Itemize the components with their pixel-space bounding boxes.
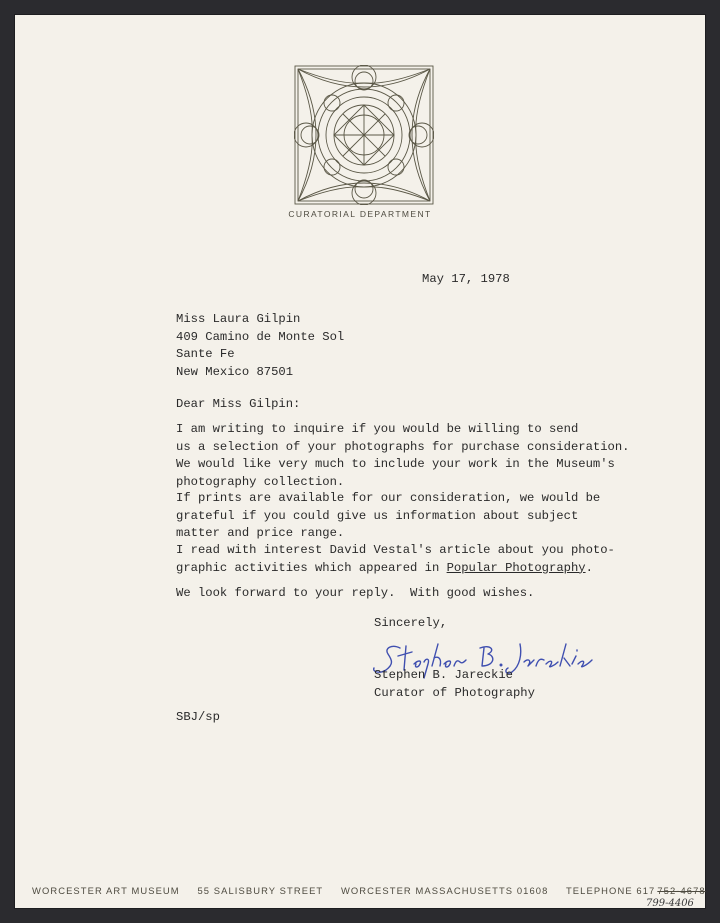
body-paragraph-2: If prints are available for our consideration, we would be grateful if you could give us information about subject matter and price range.	[176, 491, 601, 540]
footer-city: WORCESTER MASSACHUSETTS 01608	[340, 885, 549, 896]
department-heading: CURATORIAL DEPARTMENT	[288, 209, 432, 219]
letter-date: May 17, 1978	[422, 272, 510, 286]
recipient-address	[176, 311, 344, 381]
signer-title: Curator of Photography	[374, 685, 535, 700]
letterhead-footer	[32, 885, 706, 896]
handwritten-phone-number: 799-4406	[646, 898, 694, 909]
recipient-line: New Mexico 87501	[176, 364, 294, 379]
telephone-struck-number: 752-4678	[657, 885, 706, 896]
salutation: Dear Miss Gilpin:	[176, 397, 301, 411]
recipient-line: Sante Fe	[176, 347, 235, 361]
magazine-title: Popular Photography	[446, 560, 586, 575]
footer-telephone	[566, 885, 706, 896]
typist-initials: SBJ/sp	[176, 710, 220, 724]
signer-block	[374, 667, 535, 702]
paragraph-3-text: I read with interest David Vestal's article about you photo- graphic activities which appeared in	[176, 543, 615, 575]
letter-sheet	[14, 14, 706, 909]
recipient-line: Miss Laura Gilpin	[176, 312, 301, 326]
paragraph-3-end: .	[585, 560, 593, 575]
signer-name: Stephen B. Jareckie	[374, 668, 513, 682]
telephone-label: TELEPHONE 617	[565, 885, 656, 896]
recipient-line: 409 Camino de Monte Sol	[176, 329, 345, 344]
body-paragraph-1: I am writing to inquire if you would be willing to send us a selection of your photographs for purchase consideration. We would like very much to include your work in the Museum's photography collection.	[176, 422, 630, 489]
closing: Sincerely,	[374, 616, 448, 630]
footer-street: 55 SALISBURY STREET	[197, 885, 324, 896]
geometric-rose-window-logo	[294, 65, 434, 205]
body-paragraph-3	[176, 542, 615, 577]
footer-museum: WORCESTER ART MUSEUM	[32, 885, 180, 896]
body-paragraph-4: We look forward to your reply. With good wishes.	[176, 586, 535, 600]
